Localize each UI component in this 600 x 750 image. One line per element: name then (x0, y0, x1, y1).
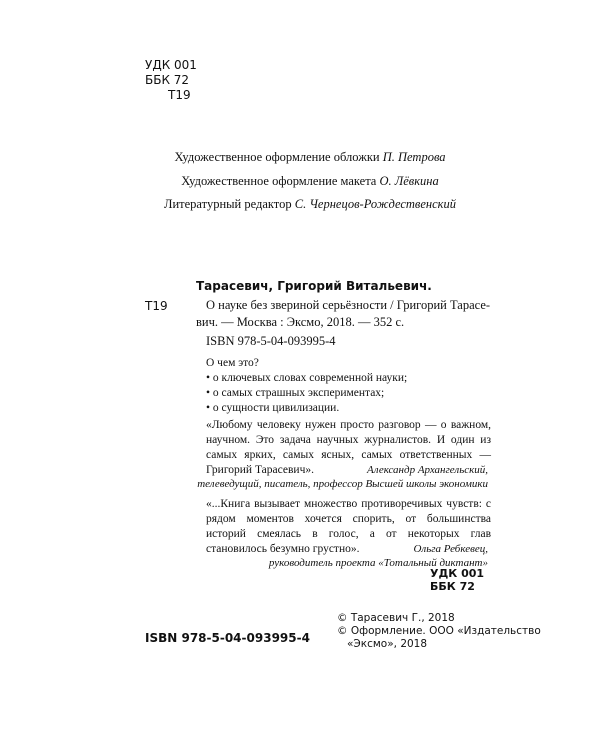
quote-1-name: Александр Архангельский, (367, 464, 488, 476)
quote-1-attribution (197, 463, 488, 491)
annotation-item: • о сущности цивилизации. (206, 402, 340, 414)
catalog-description (196, 297, 491, 331)
quote-2-name: Ольга Ребкевец, (413, 543, 488, 555)
annotation-item: • о самых страшных экспериментах; (206, 387, 385, 399)
credit-editor (120, 197, 500, 212)
copyright-line-2: © Оформление. ООО «Издательство (337, 625, 541, 637)
credit-cover-name: П. Петрова (382, 150, 446, 164)
credit-layout-name: О. Лёвкина (379, 174, 439, 188)
credit-layout (120, 174, 500, 189)
catalog-isbn: ISBN 978-5-04-093995-4 (206, 334, 336, 348)
bottom-udk-code: УДК 001 (430, 567, 485, 580)
quote-1-role: телеведущий, писатель, профессор Высшей школы экономики (197, 478, 488, 490)
annotation-question: О чем это? (206, 357, 259, 369)
copyright-block (337, 612, 541, 651)
catalog-code: Т19 (145, 299, 168, 313)
credit-cover-label: Художественное оформление обложки (174, 150, 380, 164)
quote-2-role: руководитель проекта «Тотальный диктант» (268, 557, 488, 569)
udk-block (145, 58, 197, 103)
isbn-bottom: ISBN 978-5-04-093995-4 (145, 631, 310, 645)
bbk-code: ББК 72 (145, 73, 190, 87)
bottom-bbk-code: ББК 72 (430, 580, 475, 593)
annotation (206, 356, 407, 416)
catalog-line-1: О науке без звериной серьёзности / Григорий Тарасе- (206, 298, 491, 312)
udk-code: УДК 001 (145, 58, 197, 72)
catalog-author: Тарасевич, Григорий Витальевич. (196, 279, 432, 293)
copyright-line-3: «Эксмо», 2018 (347, 638, 428, 650)
bottom-udk-block (430, 567, 484, 593)
quote-2-text: «...Книга вызывает множество противоречивых чувств: с рядом моментов хочется спорить, от большинства историй смеялась в голос, а от некоторых глав становилось безумно грустно». (206, 498, 491, 555)
credit-layout-label: Художественное оформление макета (181, 174, 377, 188)
quote-2-attribution (269, 542, 488, 570)
author-sign: Т19 (168, 88, 191, 102)
quote-1-text: «Любому человеку нужен просто разговор — о важном, научном. Это задача научных журналистов. И один из самых ярких, самых ясных, самых ответственных — Григорий Тарасевич». (206, 419, 491, 476)
copyright-line-1: © Тарасевич Г., 2018 (337, 612, 455, 624)
credit-editor-name: С. Чернецов-Рождественский (294, 197, 456, 211)
annotation-item: • о ключевых словах современной науки; (206, 372, 408, 384)
catalog-line-2: вич. — Москва : Эксмо, 2018. — 352 с. (196, 315, 405, 329)
credit-cover (120, 150, 500, 165)
credit-editor-label: Литературный редактор (164, 197, 292, 211)
